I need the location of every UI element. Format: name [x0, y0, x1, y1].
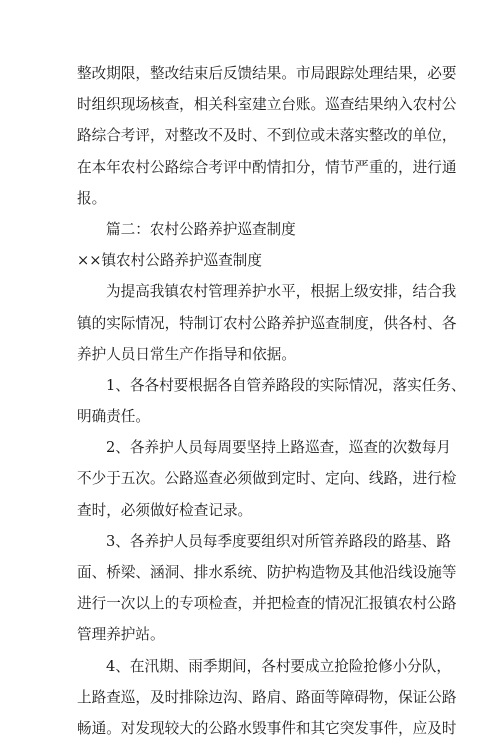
paragraph-line: 不少于五次。公路巡查必须做到定时、定向、线路，进行检	[77, 470, 457, 488]
list-item-3: 3、各养护人员每季度要组织对所管养路段的路基、路	[106, 532, 451, 550]
paragraph-line: 明确责任。	[77, 408, 150, 426]
list-item-1: 1、各各村要根据各自管养路段的实际情况，落实任务、	[106, 376, 466, 394]
paragraph-line: 查时，必须做好检查记录。	[77, 501, 253, 519]
list-item-2: 2、各养护人员每周要坚持上路巡查，巡查的次数每月	[106, 439, 451, 457]
document-body	[77, 58, 466, 744]
paragraph-line: 在本年农村公路综合考评中酌情扣分，情节严重的，进行通	[77, 158, 457, 176]
paragraph-line: 整改期限，整改结束后反馈结果。市局跟踪处理结果，必要	[77, 65, 457, 82]
paragraph-line: 上路查巡，及时排除边沟、路肩、路面等障碍物，保证公路	[77, 688, 457, 706]
paragraph-line: 时组织现场核查，相关科室建立台账。巡查结果纳入农村公	[77, 96, 457, 114]
paragraph-line: 养护人员日常生产作指导和依据。	[77, 345, 296, 363]
paragraph-line: 报。	[77, 189, 107, 207]
paragraph-line: 管理养护站。	[77, 626, 165, 644]
paragraph-line: 畅通。对发现较大的公路水毁事件和其它突发事件，应及时	[77, 719, 457, 737]
paragraph-line: 进行一次以上的专项检查，并把检查的情况汇报镇农村公路	[77, 595, 457, 613]
paragraph-line: 为提高我镇农村管理养护水平，根据上级安排，结合我	[106, 283, 457, 301]
list-item-4: 4、在汛期、雨季期间，各村要成立抢险抢修小分队，	[106, 657, 451, 675]
paragraph-line: 镇的实际情况，特制订农村公路养护巡查制度，供各村、各	[77, 314, 457, 332]
section-title: 篇二：农村公路养护巡查制度	[106, 220, 296, 238]
paragraph-line: 面、桥梁、涵洞、排水系统、防护构造物及其他沿线设施等	[77, 564, 457, 581]
paragraph-line: 路综合考评，对整改不及时、不到位或未落实整改的单位，	[77, 127, 457, 145]
document-subtitle: ××镇农村公路养护巡查制度	[77, 252, 262, 270]
